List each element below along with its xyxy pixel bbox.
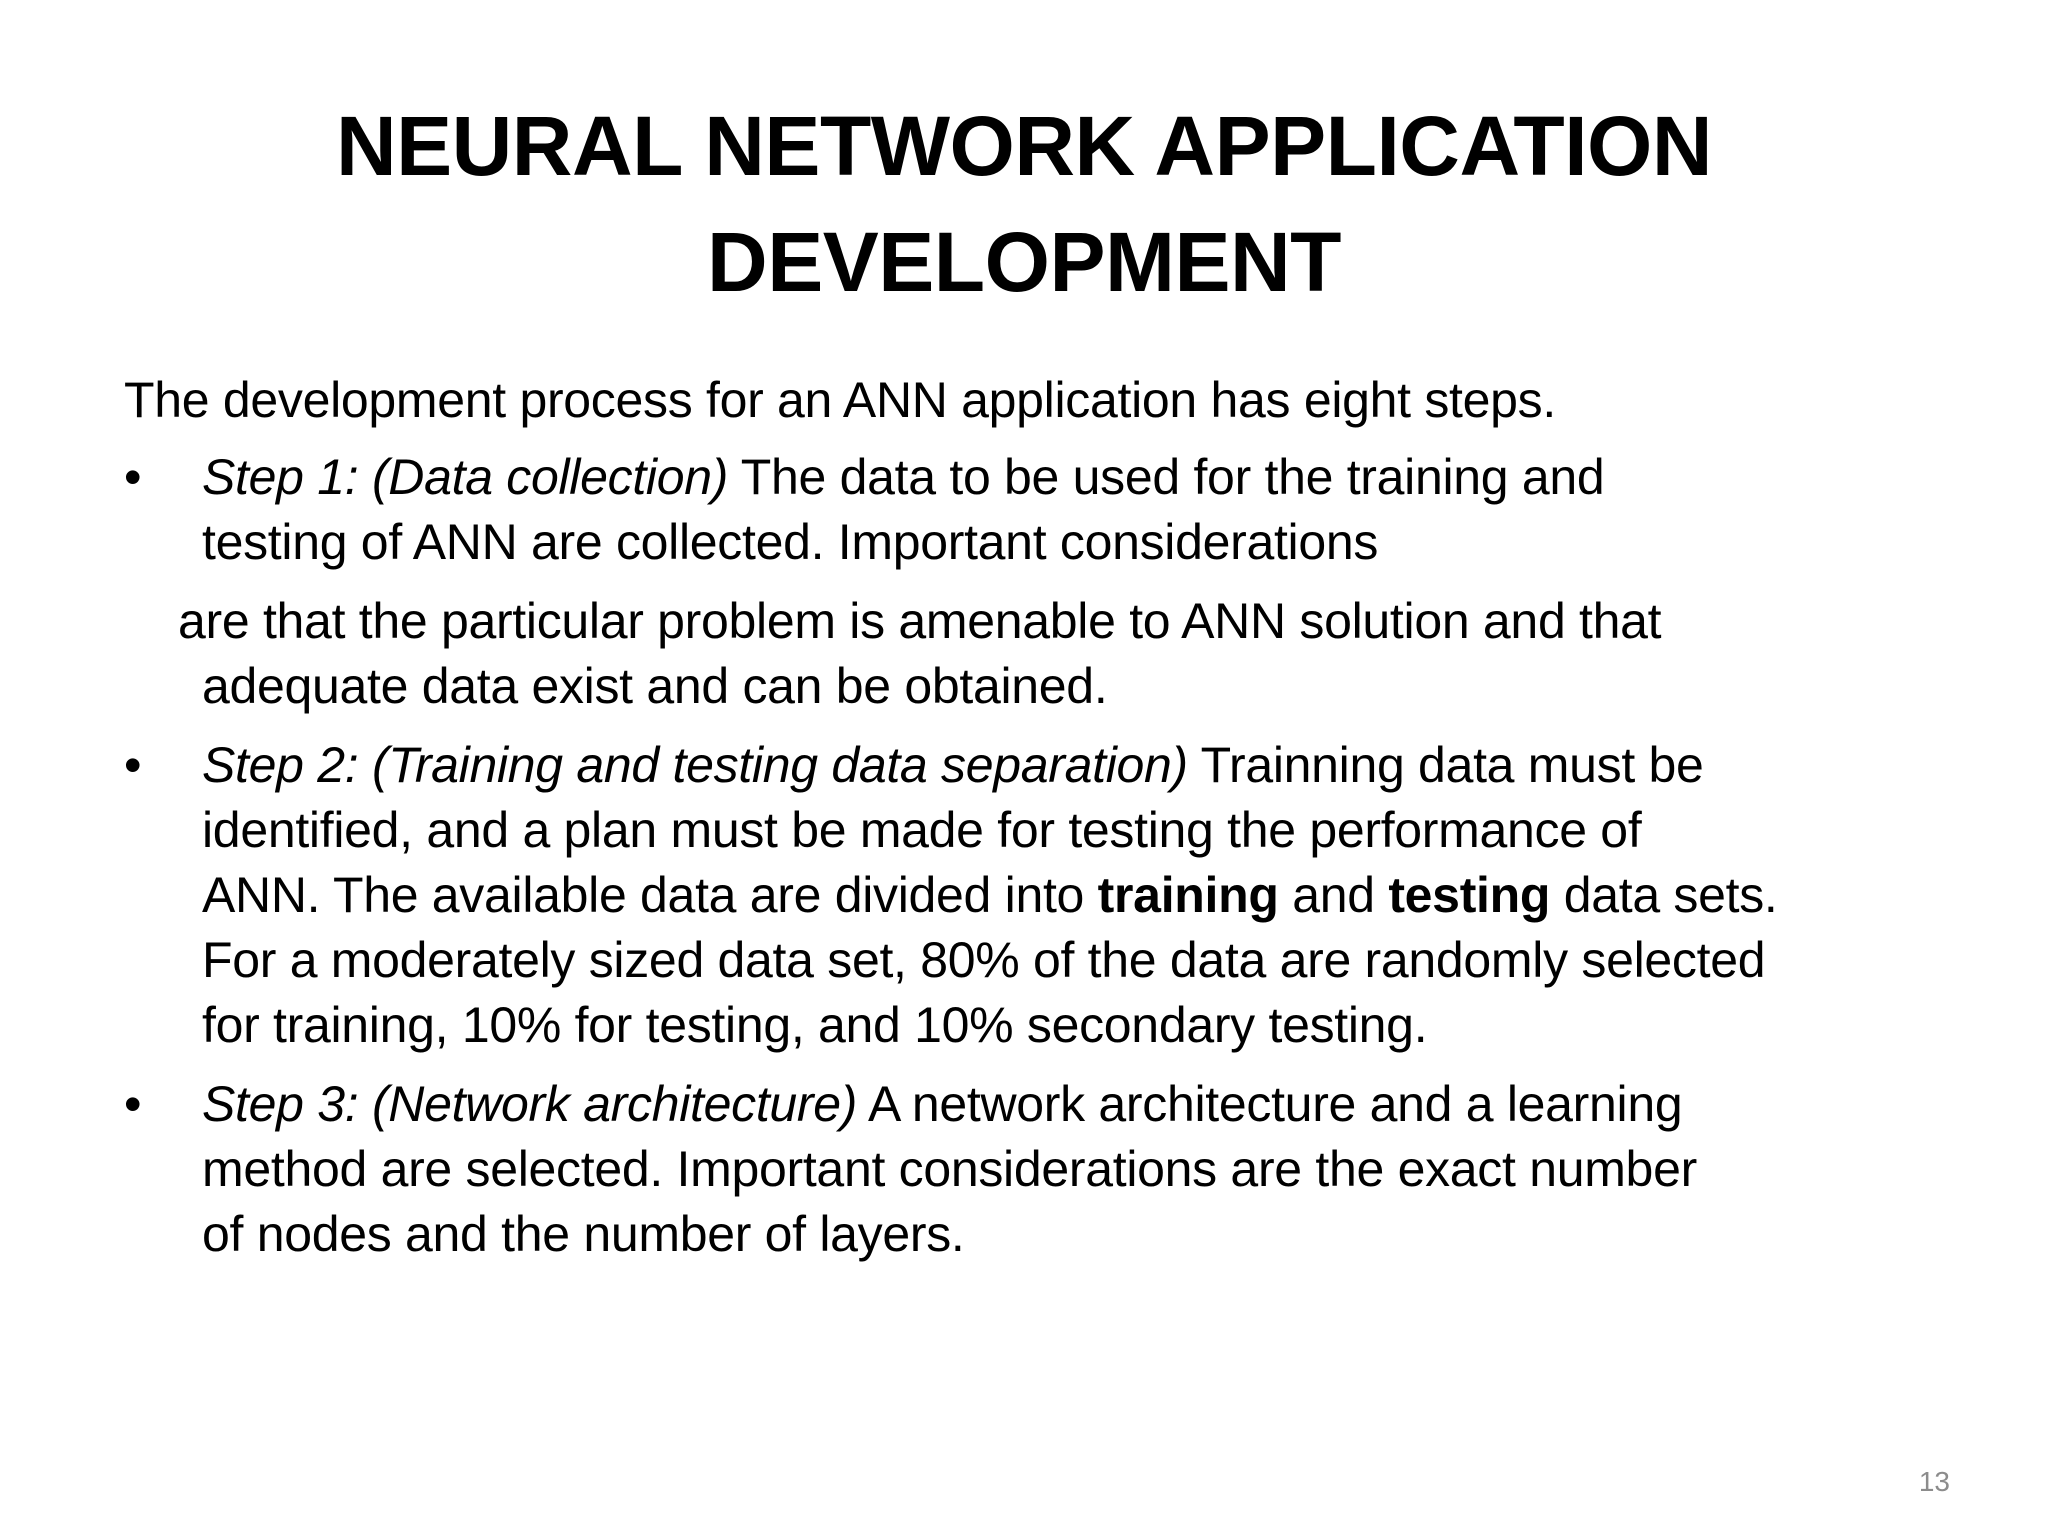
step-3-text: A network architecture and a learning xyxy=(857,1076,1683,1132)
step-3-line: method are selected. Important considerations are the exact number xyxy=(202,1141,1697,1197)
bullet-step-1 xyxy=(124,445,1964,719)
step-2-line: for training, 10% for testing, and 10% secondary testing. xyxy=(202,997,1428,1053)
bullet-step-3 xyxy=(124,1072,1964,1267)
step-2-text: Trainning data must be xyxy=(1187,737,1704,793)
step-1-line: testing of ANN are collected. Important considerations xyxy=(202,514,1379,570)
step-2-line xyxy=(202,733,1964,798)
bullet-icon: • xyxy=(124,737,142,793)
step-1-heading: Step 1: (Data collection) xyxy=(202,449,729,505)
step-1-line xyxy=(202,445,1964,510)
step-2-line: identified, and a plan must be made for testing the performance of xyxy=(202,802,1642,858)
step-2-text: and xyxy=(1278,867,1389,923)
step-2-text: ANN. The available data are divided into xyxy=(202,867,1098,923)
page-number: 13 xyxy=(1918,1466,1950,1497)
step-2-text: data sets. xyxy=(1550,867,1778,923)
title-line: DEVELOPMENT xyxy=(707,215,1341,309)
step-1-line: are that the particular problem is amenable to ANN solution and that xyxy=(178,593,1662,649)
slide-title xyxy=(0,88,2048,320)
bullet-icon: • xyxy=(124,449,142,505)
step-3-heading: Step 3: (Network architecture) xyxy=(202,1076,858,1132)
step-1-text: The data to be used for the training and xyxy=(728,449,1605,505)
step-3-line xyxy=(202,1072,1964,1137)
step-3-line: of nodes and the number of layers. xyxy=(202,1206,965,1262)
training-emphasis: training xyxy=(1097,867,1279,923)
step-2-line xyxy=(202,863,1964,928)
intro-text: The development process for an ANN application has eight steps. xyxy=(124,372,1556,428)
step-2-line: For a moderately sized data set, 80% of the data are randomly selected xyxy=(202,932,1766,988)
slide-body xyxy=(124,368,1964,1281)
step-2-heading: Step 2: (Training and testing data separation) xyxy=(202,737,1188,793)
bullet-icon: • xyxy=(124,1076,142,1132)
step-1-line: adequate data exist and can be obtained. xyxy=(202,658,1108,714)
title-line: NEURAL NETWORK APPLICATION xyxy=(335,99,1713,193)
bullet-step-2 xyxy=(124,733,1964,1058)
testing-emphasis: testing xyxy=(1388,867,1551,923)
